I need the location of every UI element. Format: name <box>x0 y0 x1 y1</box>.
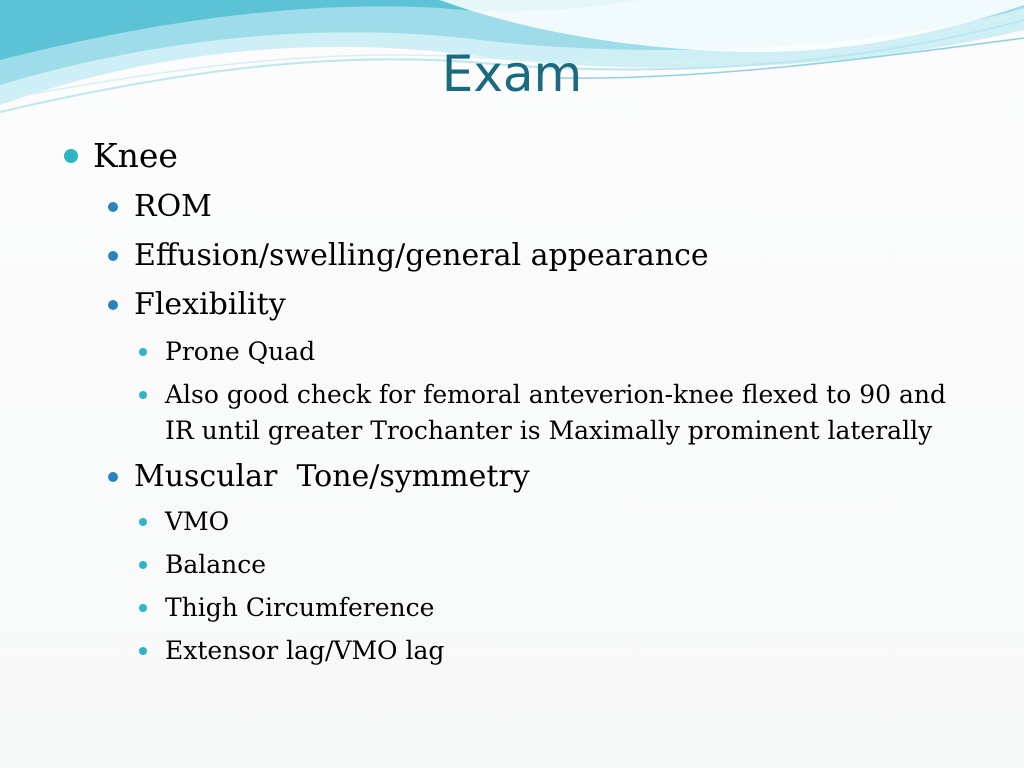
bullet-also-good-line1: Also good check for femoral anteverion-knee flexed to 90 and <box>165 380 946 409</box>
bullet-knee: Knee <box>93 136 178 175</box>
bullet-dot-level3 <box>139 348 147 356</box>
bullet-extensor: Extensor lag/VMO lag <box>165 636 445 665</box>
bullet-also-good-line2: IR until greater Trochanter is Maximally prominent laterally <box>165 416 933 445</box>
bullet-vmo: VMO <box>165 507 230 536</box>
bullet-balance: Balance <box>165 550 267 579</box>
bullet-dot-level2 <box>108 300 118 310</box>
bullet-dot-level2 <box>108 472 118 482</box>
bullet-dot-level3 <box>139 561 147 569</box>
bullet-dot-level2 <box>108 251 118 261</box>
bullet-dot-level3 <box>139 518 147 526</box>
bullet-effusion: Effusion/swelling/general appearance <box>134 238 709 273</box>
slide-title: Exam <box>441 45 583 103</box>
bullet-prone-quad: Prone Quad <box>165 337 316 366</box>
bullet-dot-level3 <box>139 604 147 612</box>
bullet-rom: ROM <box>134 189 212 224</box>
bullet-thigh: Thigh Circumference <box>165 593 435 622</box>
bullet-dot-level1 <box>64 149 78 163</box>
bullet-dot-level3 <box>139 391 147 399</box>
bullet-dot-level3 <box>139 647 147 655</box>
bullet-flexibility: Flexibility <box>134 287 286 322</box>
bullet-muscular: Muscular Tone/symmetry <box>134 459 530 494</box>
bullet-dot-level2 <box>108 202 118 212</box>
